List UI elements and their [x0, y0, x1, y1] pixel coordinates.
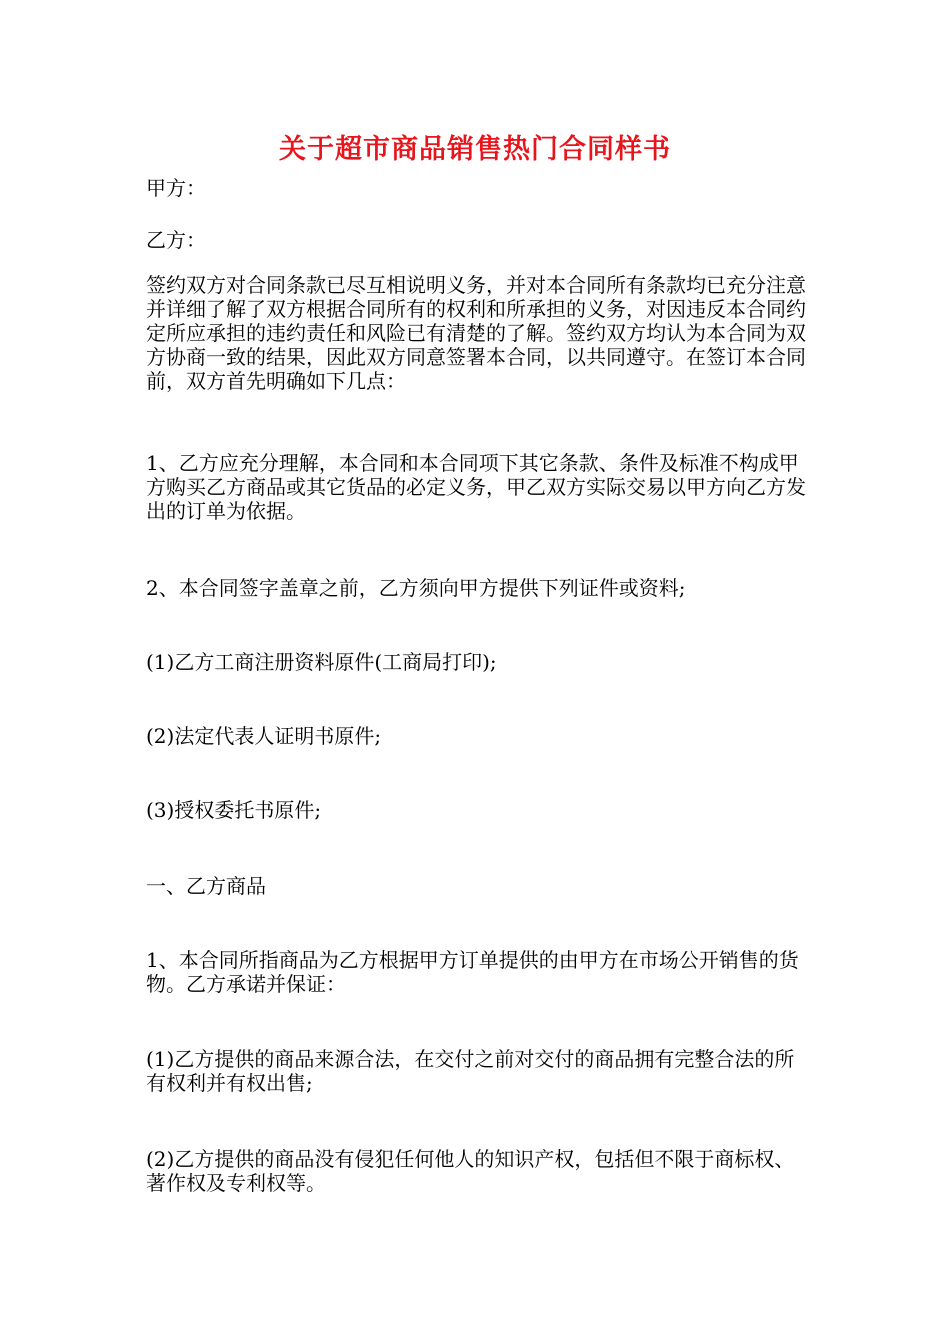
list-item: (1)乙方提供的商品来源合法，在交付之前对交付的商品拥有完整合法的所有权利并有权出售; [146, 1047, 795, 1095]
section-heading: 一、乙方商品 [146, 874, 266, 898]
clause-paragraph: 2、本合同签字盖章之前，乙方须向甲方提供下列证件或资料; [146, 576, 686, 600]
list-item: (3)授权委托书原件; [146, 798, 322, 822]
list-item: (2)乙方提供的商品没有侵犯任何他人的知识产权，包括但不限于商标权、著作权及专利权等。 [146, 1147, 795, 1195]
party-b-line: 乙方： [146, 228, 206, 252]
document-title: 关于超市商品销售热门合同样书 [279, 134, 671, 165]
list-item: (2)法定代表人证明书原件; [146, 724, 382, 748]
preamble-paragraph: 签约双方对合同条款已尽互相说明义务，并对本合同所有条款均已充分注意并详细了解了双方根据合同所有的权利和所承担的义务，对因违反本合同约定所应承担的违约责任和风险已有清楚的了解。签约双方均认为本合同为双方协商一致的结果，因此双方同意签署本合同，以共同遵守。在签订本合同前，双方首先明确如下几点： [146, 273, 806, 393]
party-a-line: 甲方： [146, 176, 206, 200]
clause-paragraph: 1、乙方应充分理解，本合同和本合同项下其它条款、条件及标准不构成甲方购买乙方商品或其它货品的必定义务，甲乙双方实际交易以甲方向乙方发出的订单为依据。 [146, 451, 806, 523]
list-item: (1)乙方工商注册资料原件(工商局打印); [146, 650, 497, 674]
clause-paragraph: 1、本合同所指商品为乙方根据甲方订单提供的由甲方在市场公开销售的货物。乙方承诺并保证： [146, 948, 799, 996]
